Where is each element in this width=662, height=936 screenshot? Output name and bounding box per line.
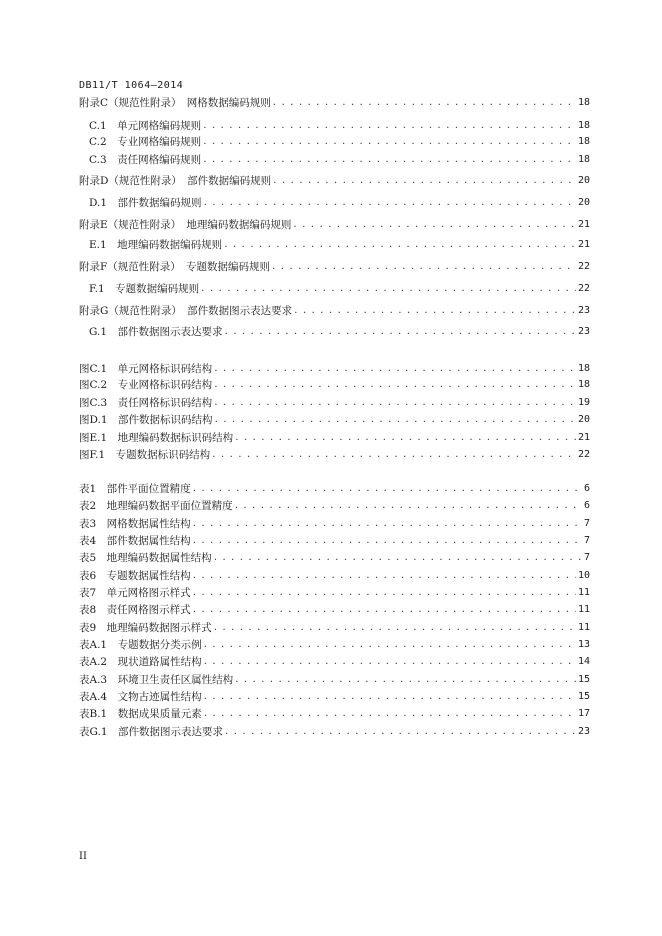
figure-entry[interactable] <box>79 429 590 445</box>
entry-page-number: 13 <box>577 638 590 650</box>
entry-title: F.1 专题数据编码规则 <box>89 282 200 295</box>
entry-title: E.1 地理编码数据编码规则 <box>89 238 223 251</box>
entry-title: 表A.1 专题数据分类示例 <box>79 638 202 651</box>
entry-page-number: 7 <box>583 534 590 546</box>
dot-leader <box>193 586 576 598</box>
table-entry[interactable] <box>79 636 590 652</box>
entry-title: 表8 责任网格图示样式 <box>79 603 191 616</box>
entry-page-number: 6 <box>583 499 590 511</box>
appendix-entry[interactable] <box>79 216 590 232</box>
entry-page-number: 15 <box>577 673 590 685</box>
dot-leader <box>193 517 582 529</box>
entry-page-number: 22 <box>577 448 590 460</box>
dot-leader <box>214 396 576 408</box>
entry-page-number: 21 <box>577 431 590 443</box>
dot-leader <box>204 196 576 208</box>
entry-title: C.1 单元网格编码规则 <box>89 119 202 132</box>
appendix-entry[interactable] <box>79 280 590 296</box>
dot-leader <box>293 218 576 230</box>
entry-page-number: 7 <box>583 517 590 529</box>
document-code-header: DB11/T 1064—2014 <box>79 80 184 91</box>
table-entry[interactable] <box>79 653 590 669</box>
table-entry[interactable] <box>79 567 590 583</box>
appendix-entry[interactable] <box>79 323 590 339</box>
dot-leader <box>193 534 582 546</box>
dot-leader <box>193 569 576 581</box>
entry-title: 附录C（规范性附录） 网格数据编码规则 <box>79 96 271 109</box>
entry-title: 表G.1 部件数据图示表达要求 <box>79 725 224 738</box>
entry-page-number: 11 <box>577 586 590 598</box>
dot-leader <box>235 673 576 685</box>
entry-title: 表2 地理编码数据平面位置精度 <box>79 499 233 512</box>
page-number: II <box>79 851 87 862</box>
appendix-entry[interactable] <box>79 133 590 149</box>
appendix-entry[interactable] <box>79 302 590 318</box>
appendix-entry[interactable] <box>79 236 590 252</box>
entry-page-number: 20 <box>577 413 590 425</box>
entry-title: 附录G（规范性附录） 部件数据图示表达要求 <box>79 304 293 317</box>
entry-title: 图F.1 专题数据标识码结构 <box>79 448 211 461</box>
entry-page-number: 20 <box>577 196 590 208</box>
table-entry[interactable] <box>79 497 590 513</box>
entry-page-number: 18 <box>577 96 590 108</box>
entry-page-number: 18 <box>577 135 590 147</box>
entry-page-number: 23 <box>577 325 590 337</box>
dot-leader <box>203 153 576 165</box>
entry-page-number: 18 <box>577 119 590 131</box>
entry-page-number: 11 <box>577 603 590 615</box>
dot-leader <box>294 304 576 316</box>
entry-title: 表5 地理编码数据属性结构 <box>79 551 212 564</box>
table-entry[interactable] <box>79 688 590 704</box>
table-entry[interactable] <box>79 601 590 617</box>
dot-leader <box>225 325 576 337</box>
figure-entry[interactable] <box>79 411 590 427</box>
entry-page-number: 23 <box>577 725 590 737</box>
dot-leader <box>201 282 576 294</box>
dot-leader <box>204 707 576 719</box>
entry-title: 图E.1 地理编码数据标识码结构 <box>79 431 234 444</box>
entry-page-number: 23 <box>577 304 590 316</box>
table-entry[interactable] <box>79 549 590 565</box>
dot-leader <box>203 135 576 147</box>
entry-title: 附录E（规范性附录） 地理编码数据编码规则 <box>79 218 292 231</box>
dot-leader <box>235 431 576 443</box>
entry-page-number: 22 <box>577 282 590 294</box>
dot-leader <box>193 482 582 494</box>
dot-leader <box>273 174 576 186</box>
dot-leader <box>214 621 576 633</box>
entry-title: D.1 部件数据编码规则 <box>89 196 202 209</box>
table-entry[interactable] <box>79 480 590 496</box>
appendix-entry[interactable] <box>79 258 590 274</box>
entry-title: 表9 地理编码数据图示样式 <box>79 621 212 634</box>
entry-title: 表3 网格数据属性结构 <box>79 517 191 530</box>
dot-leader <box>225 725 576 737</box>
table-entry[interactable] <box>79 671 590 687</box>
entry-title: 表7 单元网格图示样式 <box>79 586 191 599</box>
figure-entry[interactable] <box>79 446 590 462</box>
entry-title: 表1 部件平面位置精度 <box>79 482 191 495</box>
table-entry[interactable] <box>79 515 590 531</box>
entry-title: 表A.3 环境卫生责任区属性结构 <box>79 673 234 686</box>
dot-leader <box>224 238 576 250</box>
dot-leader <box>214 551 582 563</box>
entry-page-number: 21 <box>577 238 590 250</box>
entry-page-number: 21 <box>577 218 590 230</box>
entry-page-number: 10 <box>577 569 590 581</box>
entry-page-number: 18 <box>577 362 590 374</box>
entry-title: C.3 责任网格编码规则 <box>89 153 202 166</box>
table-entry[interactable] <box>79 723 590 739</box>
entry-title: 附录F（规范性附录） 专题数据编码规则 <box>79 260 271 273</box>
dot-leader <box>193 603 576 615</box>
table-entry[interactable] <box>79 705 590 721</box>
entry-title: 表6 专题数据属性结构 <box>79 569 191 582</box>
table-entry[interactable] <box>79 619 590 635</box>
appendix-entry[interactable] <box>79 151 590 167</box>
entry-page-number: 22 <box>577 260 590 272</box>
dot-leader <box>214 362 576 374</box>
dot-leader <box>215 413 576 425</box>
table-entry[interactable] <box>79 584 590 600</box>
appendix-entry[interactable] <box>79 94 590 110</box>
figure-entry[interactable] <box>79 394 590 410</box>
figure-entry[interactable] <box>79 376 590 392</box>
dot-leader <box>235 499 582 511</box>
entry-page-number: 20 <box>577 174 590 186</box>
entry-title: 附录D（规范性附录） 部件数据编码规则 <box>79 174 272 187</box>
entry-page-number: 18 <box>577 378 590 390</box>
dot-leader <box>214 378 576 390</box>
entry-page-number: 19 <box>577 396 590 408</box>
dot-leader <box>204 638 576 650</box>
entry-page-number: 11 <box>577 621 590 633</box>
entry-page-number: 7 <box>583 551 590 563</box>
dot-leader <box>204 690 576 702</box>
entry-page-number: 15 <box>577 690 590 702</box>
dot-leader <box>273 96 576 108</box>
entry-page-number: 17 <box>577 707 590 719</box>
dot-leader <box>272 260 576 272</box>
entry-title: 图C.2 专业网格标识码结构 <box>79 378 213 391</box>
dot-leader <box>212 448 576 460</box>
entry-title: 表4 部件数据属性结构 <box>79 534 191 547</box>
entry-title: 图C.1 单元网格标识码结构 <box>79 362 213 375</box>
entry-title: 表A.2 现状道路属性结构 <box>79 655 202 668</box>
table-entry[interactable] <box>79 532 590 548</box>
appendix-entry[interactable] <box>79 194 590 210</box>
figure-entry[interactable] <box>79 360 590 376</box>
appendix-entry[interactable] <box>79 172 590 188</box>
entry-title: 表A.4 文物古迹属性结构 <box>79 690 202 703</box>
entry-page-number: 6 <box>583 482 590 494</box>
entry-title: C.2 专业网格编码规则 <box>89 135 202 148</box>
entry-title: 图C.3 责任网格标识码结构 <box>79 396 213 409</box>
entry-title: G.1 部件数据图示表达要求 <box>89 325 223 338</box>
entry-title: 图D.1 部件数据标识码结构 <box>79 413 213 426</box>
entry-page-number: 18 <box>577 153 590 165</box>
entry-page-number: 14 <box>577 655 590 667</box>
entry-title: 表B.1 数据成果质量元素 <box>79 707 202 720</box>
dot-leader <box>203 119 576 131</box>
appendix-entry[interactable] <box>79 117 590 133</box>
dot-leader <box>204 655 576 667</box>
